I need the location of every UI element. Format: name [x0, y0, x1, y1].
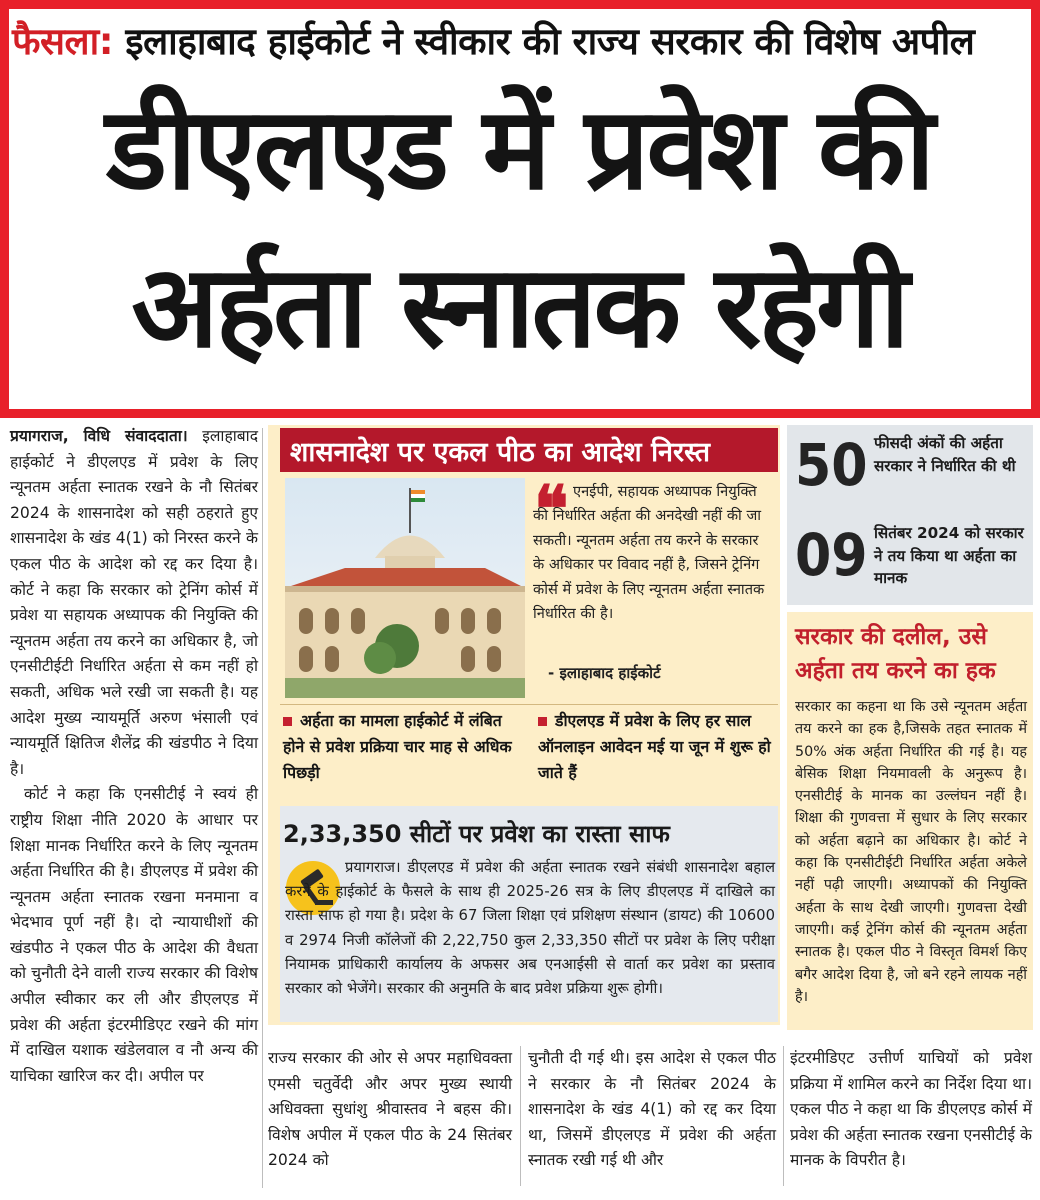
seats-body-text: प्रयागराज। डीएलएड में प्रवेश की अर्हता स्नातक रखने संबंधी शासनादेश बहाल करने के हाईकोर्ट के फैसले के साथ ही 2025-26 सत्र के लिए डीएलएड में दाखिले का रास्ता साफ हो गया है। प्रदेश के 67 जिला शिक्षा एवं प्रशिक्षण संस्थान (डायट) की 10600 व 2974 निजी कॉलेजों की 2,22,750 कुल 2,33,350 सीटों पर प्रवेश के लिए परीक्षा नियामक प्राधिकारी कार्यालय के अफसर अब एनआईसी से वार्ता कर प्रवेश का प्रस्ताव सरकार को भेजेंगे। सरकार की अनुमति के बाद प्रवेश प्रक्रिया शुरू होगी। — [285, 859, 775, 998]
center-divider — [280, 704, 778, 705]
stat-number-50: 50 — [795, 431, 868, 499]
bullet-1-text: अर्हता का मामला हाईकोर्ट में लंबित होने से प्रवेश प्रक्रिया चार माह से अधिक पिछड़ी — [283, 711, 512, 782]
kicker-text: इलाहाबाद हाईकोर्ट ने स्वीकार की राज्य सरकार की विशेष अपील — [125, 20, 975, 63]
quote-source: - इलाहाबाद हाईकोर्ट — [548, 664, 661, 682]
bottom-column-2: चुनौती दी गई थी। इस आदेश से एकल पीठ ने सरकार के नौ सितंबर 2024 के शासनादेश के खंड 4(1) को रद्द कर दिया था, जिसमें डीएलएड में प्रवेश की अर्हता स्नातक रखी गई थी और — [528, 1049, 776, 1170]
kicker — [12, 14, 1022, 74]
quote-icon: ❝ — [534, 472, 569, 547]
seats-body — [285, 856, 775, 1001]
shasanadesh-heading: शासनादेश पर एकल पीठ का आदेश निरस्त — [280, 428, 778, 472]
dateline: प्रयागराज, विधि संवाददाता। — [10, 427, 188, 445]
seats-heading: 2,33,350 सीटों पर प्रवेश का रास्ता साफ — [283, 820, 670, 848]
stat-number-09: 09 — [795, 521, 868, 589]
bullet-2 — [538, 708, 776, 786]
stat-text-09: सितंबर 2024 को सरकार ने तय किया था अर्हता का मानक — [874, 524, 1024, 588]
bullet-square-icon — [538, 717, 547, 726]
left-paragraph-1: इलाहाबाद हाईकोर्ट ने डीएलएड में प्रवेश के लिए न्यूनतम अर्हता स्नातक रखने के नौ सितंबर 2024 के शासनादेश को सही ठहराते हुए शासनादेश के खंड 4(1) को निरस्त करने के एकल पीठ के आदेश को रद्द कर दिया है। कोर्ट ने कहा कि सरकार को ट्रेनिंग कोर्स में प्रवेश या सहायक अध्यापक की नियुक्ति की न्यूनतम अर्हता तय करने का अधिकार है, जो एनसीटीईटी निर्धारित अर्हता से कम नहीं हो सकती, अधिक भले रखी जा सकती है। यह आदेश मुख्य न्यायमूर्ति अरुण भंसाली एवं न्यायमूर्ति क्षितिज शैलेंद्र की खंडपीठ ने दिया है। — [10, 427, 258, 778]
left-column — [10, 424, 258, 1085]
stat-text-50: फीसदी अंकों की अर्हता सरकार ने निर्धारित की थी — [874, 434, 1016, 475]
column-divider — [520, 1046, 521, 1186]
column-divider — [262, 428, 263, 1188]
bullet-1 — [283, 708, 523, 786]
bottom-column-3: इंटरमीडिएट उत्तीर्ण याचियों को प्रवेश प्रक्रिया में शामिल करने का निर्देश दिया था। एकल पीठ ने कहा था कि डीएलएड कोर्स में प्रवेश की अर्हता स्नातक रखना एनसीटीई के मानक के विपरीत है। — [790, 1049, 1032, 1170]
argument-body: सरकार का कहना था कि उसे न्यूनतम अर्हता तय करने का हक है,जिसके तहत स्नातक में 50% अंक अर्हता निर्धारित की गई है। यह बेसिक शिक्षा नियमावली के अनुरूप है। एनसीटीई के मानक का उल्लंघन नहीं है। शिक्षा की गुणवत्ता में सुधार के लिए सरकार को अर्हता बढ़ाने का अधिकार है। कोर्ट ने कहा कि एनसीटीईटी निर्धारित अर्हता अकेले नहीं पढ़ी जाएगी। अध्यापकों की नियुक्ति अर्हता के साथ देखी जाएगी। गुणवत्ता देखी जाएगी। कई ट्रेनिंग कोर्स की न्यूनतम अर्हता स्नातक है। एकल पीठ ने विस्तृत विमर्श किए बगैर आदेश दिया है, जो बने रहने लायक नहीं है। — [795, 699, 1027, 1005]
column-divider — [783, 1046, 784, 1186]
left-paragraph-2: कोर्ट ने कहा कि एनसीटीई ने स्वयं ही राष्ट्रीय शिक्षा नीति 2020 के आधार पर शिक्षा मानक निर्धारित करने के लिए न्यूनतम अर्हता निर्धारित की है। डीएलएड में प्रवेश की न्यूनतम अर्हता स्नातक रखना मनमाना व भेदभाव पूर्ण नहीं है। दो न्यायाधीशों की खंडपीठ ने एकल पीठ के आदेश की वैधता को चुनौती देने वाली राज्य सरकार की विशेष अपील स्वीकार कर ली और डीएलएड में प्रवेश की अर्हता इंटरमीडिएट रखने की मांग में दाखिल यशाक खंडेलवाल व नौ अन्य की याचिका खारिज कर दी। अपील पर — [10, 785, 258, 1085]
main-title-line1: डीएलएड में प्रवेश की — [106, 82, 932, 215]
high-court-photo — [285, 478, 525, 698]
bullet-square-icon — [283, 717, 292, 726]
bullet-2-text: डीएलएड में प्रवेश के लिए हर साल ऑनलाइन आवेदन मई या जून में शुरू हो जाते हैं — [538, 711, 771, 782]
main-title-line2: अर्हता स्नातक रहेगी — [131, 240, 907, 373]
argument-heading: सरकार की दलील, उसे अर्हता तय करने का हक — [795, 624, 996, 684]
bottom-column-1: राज्य सरकार की ओर से अपर महाधिवक्ता एमसी चतुर्वेदी और अपर मुख्य स्थायी अधिवक्ता सुधांशु श्रीवास्तव ने बहस की। विशेष अपील में एकल पीठ के 24 सितंबर 2024 को — [268, 1049, 512, 1170]
kicker-label: फैसला: — [12, 20, 114, 63]
quote-text: एनईपी, सहायक अध्यापक नियुक्ति की निर्धारित अर्हता की अनदेखी नहीं की जा सकती। न्यूनतम अर्हता तय करने के सरकार के अधिकार पर विवाद नहीं है, जिसने ट्रेनिंग कोर्स में प्रवेश के लिए न्यूनतम अर्हता स्नातक निर्धारित की है। — [533, 483, 765, 623]
